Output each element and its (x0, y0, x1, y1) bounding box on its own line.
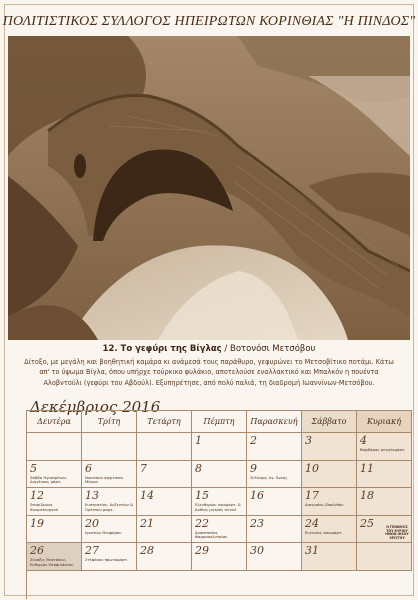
caption-location: / Βοτονόσι Μετσόβου (221, 344, 316, 354)
calendar-day-cell (82, 516, 137, 544)
calendar-day-cell (137, 543, 192, 571)
caption-bridge-name: 12. Το γεφύρι της Βίγλας (102, 344, 222, 354)
calendar-day-cell (247, 516, 302, 544)
day-number: 23 (250, 516, 264, 530)
calendar-day-cell (302, 543, 357, 571)
day-number: 11 (360, 461, 374, 475)
calendar-day-cell (302, 516, 357, 544)
weekday-header: Παρασκευή (247, 411, 302, 433)
weekday-header: Τετάρτη (137, 411, 192, 433)
day-number: 2 (250, 434, 257, 447)
day-number: 31 (305, 544, 319, 558)
calendar-day-cell (357, 433, 412, 461)
month-title: Δεκέμβριος 2016 (30, 398, 161, 416)
calendar-empty-cell (357, 543, 412, 571)
calendar-day-cell (27, 461, 82, 489)
day-number: 6 (85, 461, 92, 475)
day-number: 10 (305, 461, 319, 475)
calendar-day-cell (27, 516, 82, 544)
calendar-day-cell (137, 488, 192, 516)
calendar-day-cell (302, 488, 357, 516)
calendar-day-cell (192, 516, 247, 544)
association-title: ΠΟΛΙΤΙΣΤΙΚΟΣ ΣΥΛΛΟΓΟΣ ΗΠΕΙΡΩΤΩΝ ΚΟΡΙΝΘΙΑΣ "Η ΠΙΝΔΟΣ" (2, 14, 416, 29)
day-number: 12 (30, 489, 44, 503)
day-number: 3 (305, 434, 312, 447)
weekday-header: Κυριακή (357, 411, 412, 433)
day-number: 4 (360, 434, 367, 447)
calendar-day-cell (357, 488, 412, 516)
name-day-note: Διονυσίου Ζακύνθου (305, 502, 344, 508)
day-number: 22 (195, 516, 209, 530)
bridge-illustration (8, 36, 410, 340)
photo-caption-title (0, 344, 418, 354)
name-day-note: Σύλληψις Αγ. Άννης (250, 474, 288, 480)
day-number: 1 (195, 434, 202, 447)
calendar-day-cell (192, 461, 247, 489)
weekday-header: Τρίτη (82, 411, 137, 433)
calendar-day-cell (302, 433, 357, 461)
day-number: 20 (85, 516, 99, 530)
day-number: 21 (140, 516, 154, 530)
calendar-table (26, 410, 412, 599)
day-number: 7 (140, 461, 147, 475)
day-number: 14 (140, 489, 154, 503)
day-number: 25 (360, 516, 374, 530)
name-day-note: Ευγενίας οσιομάρτ. (305, 529, 343, 535)
weekday-header: Σάββατο (302, 411, 357, 433)
day-number: 15 (195, 489, 209, 503)
name-day-note: Στεφάνου πρωτομάρτ. (85, 557, 128, 563)
calendar-day-cell (247, 543, 302, 571)
day-number: 26 (30, 544, 44, 558)
calendar-day-cell (82, 543, 137, 571)
name-day-note: Ιγνατίου Θεοφόρου (85, 529, 122, 535)
calendar-day-cell (82, 488, 137, 516)
calendar-grid (26, 410, 412, 598)
day-number: 29 (195, 544, 209, 558)
name-day-note: Βαρβάρας μεγαλομάρτ. (360, 447, 406, 452)
name-day-note: Σύναξις Θεοτόκου, Ευθυμίου Θεοφιλάκτου (30, 557, 74, 567)
calendar-day-cell (27, 543, 82, 571)
calendar-empty-cell (27, 433, 82, 461)
calendar-day-cell (357, 516, 412, 544)
bridge-photo (8, 36, 410, 340)
day-number: 19 (30, 516, 44, 530)
day-number: 28 (140, 544, 154, 558)
name-day-note: Νικολάου αρχιεπισκ. Μύρων (85, 474, 125, 485)
calendar-day-cell (137, 516, 192, 544)
calendar-day-cell (302, 461, 357, 489)
calendar-empty-cell (137, 433, 192, 461)
weekday-header: Δευτέρα (27, 411, 82, 433)
calendar-day-cell (82, 461, 137, 489)
day-number: 24 (305, 516, 319, 530)
day-number: 5 (30, 461, 37, 475)
day-number: 30 (250, 544, 264, 558)
calendar-empty-cell (82, 433, 137, 461)
name-day-note: Ευστρατίου, Αυξεντίου & Ορέστου μαρτ. (85, 502, 134, 512)
calendar-day-cell (137, 461, 192, 489)
calendar-day-cell (247, 433, 302, 461)
name-day-note: Σπυρίδωνος θαυματουργού (30, 502, 58, 512)
day-number: 16 (250, 489, 264, 503)
name-day-note: Σάββα Ηγιασμένου, Διογένους μάρτ. (30, 474, 68, 485)
name-day-note: Αναστασίας Φαρμακολυτρίας (195, 529, 228, 540)
calendar-day-cell (192, 433, 247, 461)
day-number: 18 (360, 489, 374, 503)
weekday-header: Πέμπτη (192, 411, 247, 433)
day-number: 13 (85, 489, 99, 503)
calendar-day-cell (27, 488, 82, 516)
name-day-note: Ελευθερίου ιερομάρτ. & Ανθίας μητρός αυτού (195, 502, 241, 512)
day-number: 9 (250, 461, 257, 475)
calendar-day-cell (247, 488, 302, 516)
name-day-note: Η ΓΕΝΝΗΣΙΣ ΤΟΥ ΚΥΡΙΟΥ ΗΜΩΝ ΙΗΣΟΥ ΧΡΙΣΤΟΥ (385, 524, 409, 541)
day-number: 17 (305, 489, 319, 503)
calendar-day-cell (357, 461, 412, 489)
day-number: 8 (195, 461, 202, 475)
photo-caption-text: Δίτοξο, με μεγάλη και βοηθητική καμάρα κι ανάμεσά τους παράθυρο, γεφυρώνει το Μετσοβίτικο ποτάμι. Κάτω απ' το ύψωμα Βίγλα, όπου υπήρχε τούρκικο φυλάκιο, αποτελούσε εναλλακτικό και Μπαλκόν η πουέντα Αλοβντούλι (γεφύρι του Αβδούλ). Εξυπηρέτησε, από πολύ παλιά, τη διαδρομή Ιωαννίνων-Μετσόβου. (24, 358, 394, 387)
calendar-day-cell (247, 461, 302, 489)
calendar-day-cell (192, 543, 247, 571)
calendar-day-cell (192, 488, 247, 516)
day-number: 27 (85, 544, 99, 558)
